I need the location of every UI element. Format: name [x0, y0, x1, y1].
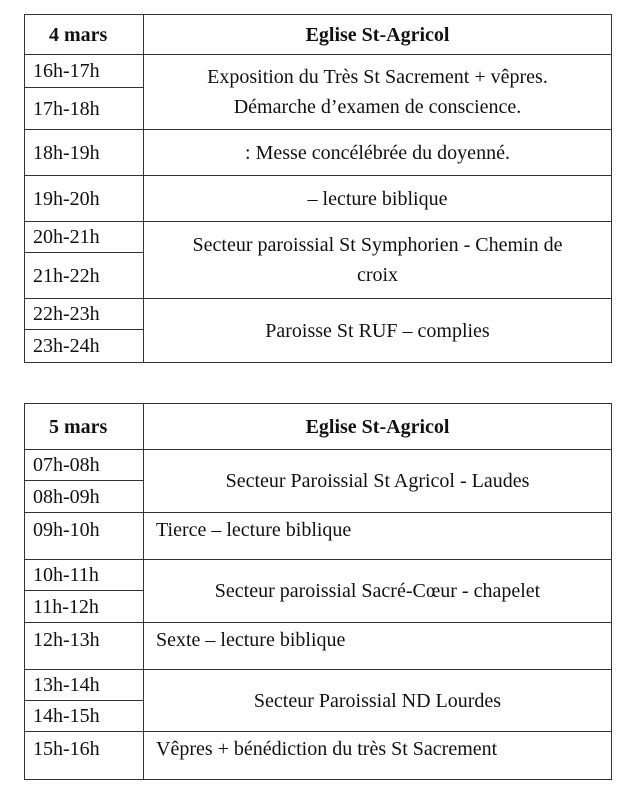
table-row: [25, 670, 612, 701]
time-slot: 20h-21h: [25, 222, 144, 253]
activity-cell: Vêpres + bénédiction du très St Sacrement: [144, 732, 612, 780]
church-header: Eglise St-Agricol: [144, 15, 612, 55]
table-row: [25, 55, 612, 88]
activity-cell: Sexte – lecture biblique: [144, 623, 612, 670]
activity-cell: Secteur Paroissial ND Lourdes: [144, 670, 612, 732]
table-header-row: [25, 404, 612, 450]
time-slot: 14h-15h: [25, 701, 144, 732]
activity-cell: Secteur paroissial Sacré-Cœur - chapelet: [144, 560, 612, 623]
activity-cell: : Messe concélébrée du doyenné.: [144, 130, 612, 176]
church-header: Eglise St-Agricol: [144, 404, 612, 450]
activity-line: Exposition du Très St Sacrement + vêpres.: [207, 66, 548, 88]
activity-line: Démarche d’examen de conscience.: [233, 96, 522, 118]
schedule-table-4-mars: [24, 14, 612, 363]
time-slot: 12h-13h: [25, 623, 144, 670]
time-slot: 22h-23h: [25, 299, 144, 330]
activity-line: croix: [356, 264, 399, 286]
time-slot: 19h-20h: [25, 176, 144, 222]
time-slot: 09h-10h: [25, 513, 144, 560]
time-slot: 23h-24h: [25, 330, 144, 363]
table-row: [25, 130, 612, 176]
table-row: [25, 450, 612, 481]
time-slot: 18h-19h: [25, 130, 144, 176]
time-slot: 17h-18h: [25, 88, 144, 130]
activity-cell: – lecture biblique: [144, 176, 612, 222]
table-row: [25, 513, 612, 560]
activity-line: Secteur paroissial St Symphorien - Chemin de: [192, 234, 563, 256]
schedule-table-5-mars: [24, 403, 612, 780]
date-header: 4 mars: [25, 15, 144, 55]
time-slot: 13h-14h: [25, 670, 144, 701]
time-slot: 11h-12h: [25, 591, 144, 623]
activity-cell: Tierce – lecture biblique: [144, 513, 612, 560]
time-slot: 21h-22h: [25, 253, 144, 299]
table-row: [25, 176, 612, 222]
date-header: 5 mars: [25, 404, 144, 450]
activity-cell: Paroisse St RUF – complies: [144, 299, 612, 363]
table-row: [25, 732, 612, 780]
time-slot: 16h-17h: [25, 55, 144, 88]
table-row: [25, 222, 612, 253]
time-slot: 10h-11h: [25, 560, 144, 591]
time-slot: 07h-08h: [25, 450, 144, 481]
activity-cell: [144, 222, 612, 299]
time-slot: 08h-09h: [25, 481, 144, 513]
table-row: [25, 560, 612, 591]
activity-cell: Secteur Paroissial St Agricol - Laudes: [144, 450, 612, 513]
table-header-row: [25, 15, 612, 55]
activity-cell: [144, 55, 612, 130]
table-row: [25, 299, 612, 330]
table-row: [25, 623, 612, 670]
time-slot: 15h-16h: [25, 732, 144, 780]
